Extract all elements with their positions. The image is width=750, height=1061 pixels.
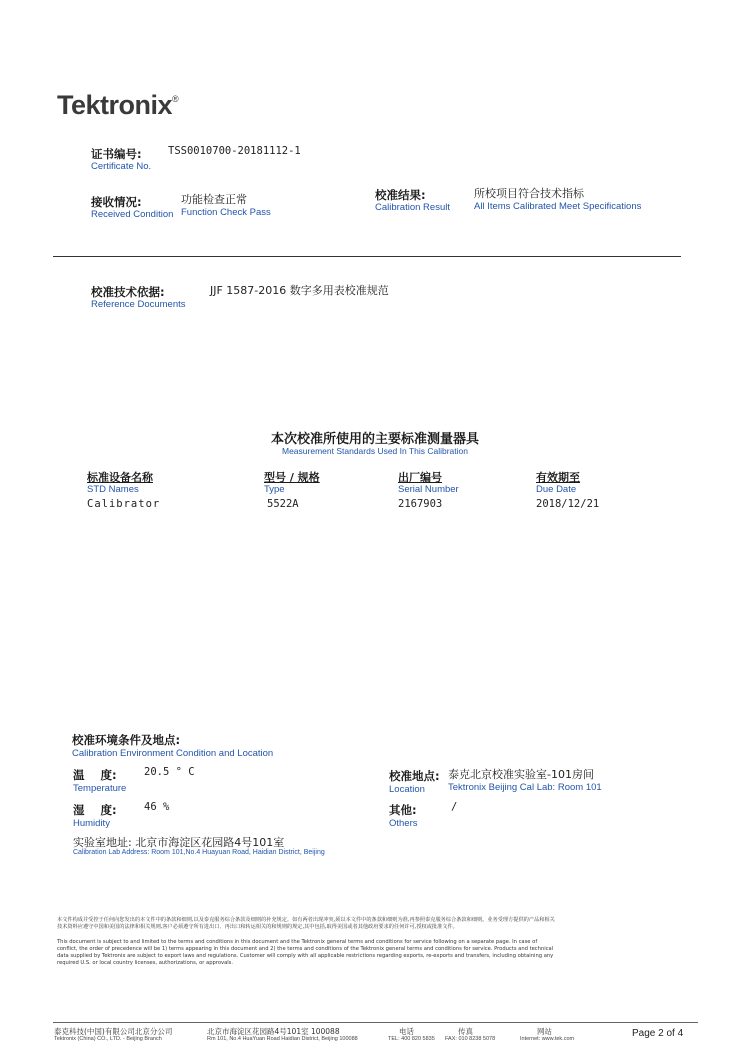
col-serial: 出厂编号: [398, 471, 442, 484]
tektronix-logo: Tektronix®: [57, 90, 179, 120]
col-due-date-en: Due Date: [536, 484, 577, 495]
reference-label-en: Reference Documents: [91, 299, 186, 310]
received-label-en: Received Condition: [91, 209, 174, 220]
location-label-en: Location: [389, 784, 425, 795]
others-label-en: Others: [389, 818, 418, 829]
certificate-label-en: Certificate No.: [91, 161, 152, 172]
std-serial-cell: 2167903: [398, 498, 443, 510]
reference-value: JJF 1587-2016 数字多用表校准规范: [210, 284, 389, 297]
footer-address-en: Rm 101, No.4 HuaYuan Road Haidian District, Beijing 100088: [207, 1036, 358, 1042]
standards-title: 本次校准所使用的主要标准测量器具: [270, 432, 479, 447]
footer-tel: TEL: 400 820 5835: [388, 1036, 435, 1042]
col-serial-en: Serial Number: [398, 484, 459, 495]
temperature-value: 20.5 ° C: [144, 766, 195, 778]
footer-company: 泰克科技(中国)有限公司北京分公司: [54, 1027, 173, 1036]
received-value-en: Function Check Pass: [181, 207, 271, 218]
section-divider: [53, 256, 681, 257]
footer-company-en: Tektronix (China) CO., LTD. - Beijing Branch: [54, 1036, 162, 1042]
environment-title-en: Calibration Environment Condition and Location: [72, 748, 274, 759]
location-value: 泰克北京校准实验室-101房间: [448, 768, 594, 781]
reference-label: 校准技术依据:: [91, 285, 165, 299]
location-value-en: Tektronix Beijing Cal Lab: Room 101: [448, 782, 602, 793]
std-type-cell: 5522A: [267, 498, 299, 510]
page-number: Page 2 of 4: [632, 1028, 684, 1039]
footer-fax-label: 传真: [458, 1027, 473, 1036]
result-value-en: All Items Calibrated Meet Specifications: [474, 201, 642, 212]
location-label: 校准地点:: [389, 769, 440, 783]
std-name-cell: Calibrator: [87, 498, 161, 510]
received-value: 功能检查正常: [181, 193, 247, 206]
result-label: 校准结果:: [375, 188, 426, 202]
lab-address: 实验室地址: 北京市海淀区花园路4号101室: [73, 836, 285, 849]
received-label: 接收情况:: [91, 195, 142, 209]
standards-subtitle: Measurement Standards Used In This Calibration: [282, 446, 468, 456]
footer-web: Internet: www.tek.com: [520, 1036, 575, 1042]
humidity-label: 湿 度:: [73, 803, 117, 817]
col-std-names-en: STD Names: [87, 484, 139, 495]
footer-tel-label: 电话: [399, 1027, 414, 1036]
others-label: 其他:: [389, 803, 417, 817]
col-type: 型号 / 规格: [264, 471, 320, 484]
humidity-value: 46 %: [144, 801, 170, 813]
humidity-label-en: Humidity: [73, 818, 110, 829]
col-std-names: 标准设备名称: [87, 471, 153, 484]
footer-web-label: 网站: [537, 1027, 552, 1036]
col-type-en: Type: [264, 484, 285, 495]
std-due-cell: 2018/12/21: [536, 498, 600, 510]
temperature-label-en: Temperature: [73, 783, 127, 794]
environment-title: 校准环境条件及地点:: [72, 733, 181, 747]
certificate-label: 证书编号:: [91, 147, 142, 161]
disclaimer-en: This document is subject to and limited to the terms and conditions in this document and the Tektronix general terms and conditions for service following on a separate page. In case of conflict, the order of precedence will be 1) terms appearing in this document and 2) the terms and conditions of the Tektronix general terms and conditions for service. Products and technical data supplied by Tektronix are subject to export laws and regulations. Customer will comply with all applicable restrictions regarding exports, re-exports and transfers, including obtaining any required U.S. or local country licenses, authorizations, or approvals.: [57, 939, 554, 966]
footer-address: 北京市海淀区花园路4号101室 100088: [207, 1027, 340, 1036]
certificate-number: TSS0010700-20181112-1: [168, 145, 301, 157]
lab-address-en: Calibration Lab Address: Room 101,No.4 Huayuan Road, Haidian District, Beijing: [73, 849, 325, 856]
col-due-date: 有效期至: [536, 471, 580, 484]
others-value: /: [451, 801, 458, 813]
footer-fax: FAX: 010 8238 5078: [445, 1036, 496, 1042]
result-label-en: Calibration Result: [375, 202, 450, 213]
temperature-label: 温 度:: [73, 768, 117, 782]
result-value: 所校项目符合技术指标: [474, 187, 584, 200]
disclaimer-zh: 本文件构成并受控于任何向您发出的本文件中的条款和细则,以及泰克服务综合条款及细则的补充规定。如有两者出现冲突,须以本文件中的条款和细则为准,再参照泰克服务综合条款和细则。业务受理方提供的产品和相关技术资料应遵守中国和美国的法律和相关规则,客户必须遵守所有进出口、再出口和转运相关的和规则的规定,其中包括,取得美国或者其他政府要求的任何许可,授权或批准文件。: [57, 917, 555, 930]
footer-divider: [53, 1022, 698, 1023]
